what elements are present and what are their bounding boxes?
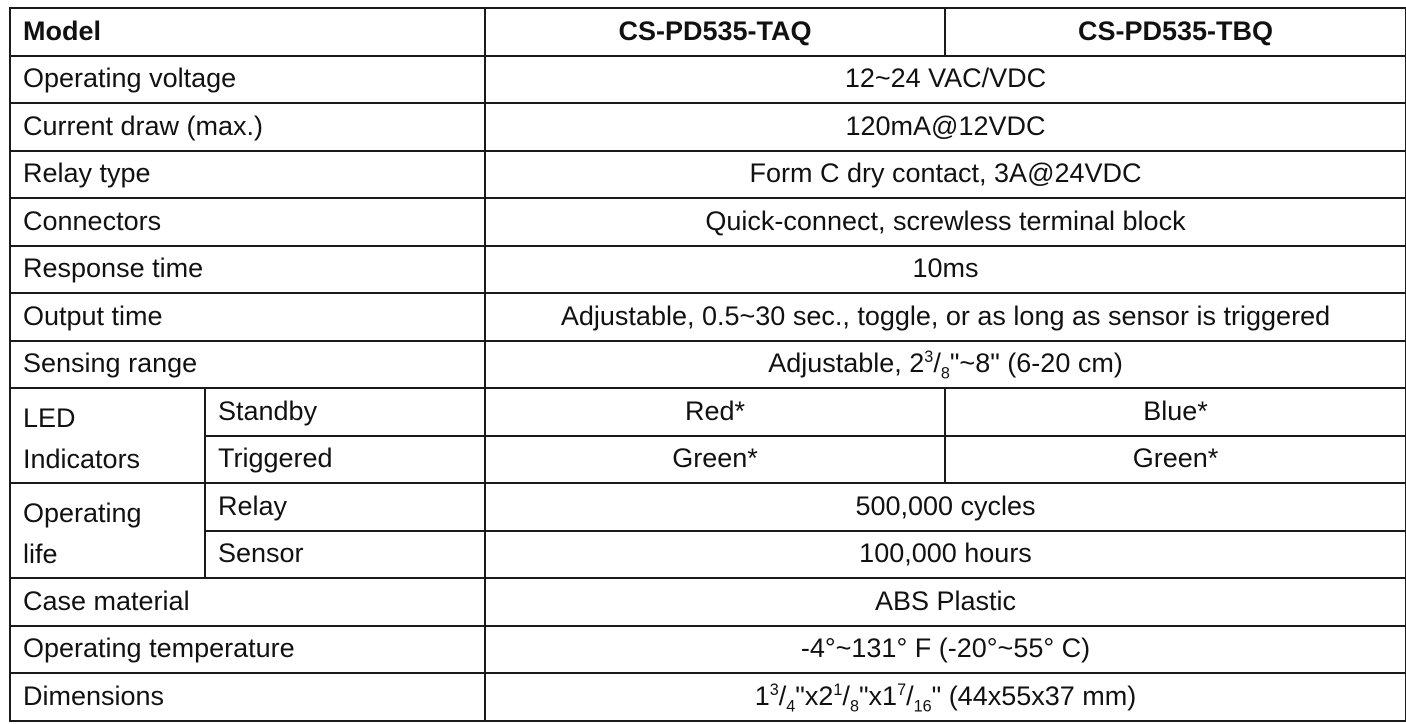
row-label: Current draw (max.) xyxy=(10,103,485,151)
row-value: 12~24 VAC/VDC xyxy=(485,56,1406,104)
row-value: 500,000 cycles xyxy=(485,483,1406,531)
table-row xyxy=(10,531,1406,579)
value-part: " (44x55x37 mm) xyxy=(931,680,1137,711)
table-row xyxy=(10,578,1406,626)
row-label: Connectors xyxy=(10,198,485,246)
row-label: Output time xyxy=(10,293,485,341)
model-b-value: Blue* xyxy=(945,388,1406,436)
specifications-table xyxy=(9,7,1406,722)
row-value xyxy=(485,673,1406,721)
group-label-line: LED xyxy=(23,403,76,433)
row-value: -4°~131° F (-20°~55° C) xyxy=(485,626,1406,674)
row-value: 100,000 hours xyxy=(485,531,1406,579)
model-b-header: CS-PD535-TBQ xyxy=(945,8,1406,56)
sub-row-label: Relay xyxy=(205,483,485,531)
value-part: Adjustable, 2 xyxy=(768,348,925,379)
row-value: 10ms xyxy=(485,246,1406,294)
table-row xyxy=(10,151,1406,199)
row-label: Response time xyxy=(10,246,485,294)
fraction-denominator: 8 xyxy=(849,697,859,716)
value-part: "x1 xyxy=(858,680,898,711)
row-value: 120mA@12VDC xyxy=(485,103,1406,151)
row-value: ABS Plastic xyxy=(485,578,1406,626)
fraction-slash: / xyxy=(778,680,787,711)
fraction-denominator: 8 xyxy=(940,364,950,383)
fraction-slash: / xyxy=(842,680,850,711)
row-value: Adjustable, 0.5~30 sec., toggle, or as long as sensor is triggered xyxy=(485,293,1406,341)
fraction-slash: / xyxy=(906,680,914,711)
fraction-numerator: 7 xyxy=(897,680,907,699)
group-label-line: Operating xyxy=(23,498,142,528)
table-row xyxy=(10,341,1406,389)
row-label: Case material xyxy=(10,578,485,626)
fraction-numerator: 3 xyxy=(769,680,779,699)
fraction-numerator: 1 xyxy=(833,680,843,699)
fraction-denominator: 4 xyxy=(786,697,796,716)
row-label: Operating temperature xyxy=(10,626,485,674)
row-value xyxy=(485,341,1406,389)
value-part: "x2 xyxy=(795,680,834,711)
row-label: Relay type xyxy=(10,151,485,199)
sub-row-label: Standby xyxy=(205,388,485,436)
table-row xyxy=(10,626,1406,674)
group-label-line: Indicators xyxy=(23,443,141,474)
table-row xyxy=(10,483,1406,531)
row-label: Dimensions xyxy=(10,673,485,721)
fraction-denominator: 16 xyxy=(913,697,932,716)
table-row xyxy=(10,436,1406,484)
model-header-label: Model xyxy=(10,8,485,56)
group-label-line: life xyxy=(23,538,58,569)
table-row xyxy=(10,293,1406,341)
model-b-value: Green* xyxy=(945,436,1406,484)
table-row xyxy=(10,673,1406,721)
model-a-value: Red* xyxy=(485,388,945,436)
table-row xyxy=(10,388,1406,436)
table-row xyxy=(10,103,1406,151)
row-label: Operating voltage xyxy=(10,56,485,104)
table-row xyxy=(10,198,1406,246)
value-part: 1 xyxy=(754,680,770,711)
value-part: "~8" (6-20 cm) xyxy=(949,348,1123,379)
model-a-header: CS-PD535-TAQ xyxy=(485,8,945,56)
led-indicators-group-label xyxy=(10,388,205,483)
row-label: Sensing range xyxy=(10,341,485,389)
header-row xyxy=(10,8,1406,56)
sub-row-label: Triggered xyxy=(205,436,485,484)
table-row xyxy=(10,246,1406,294)
row-value: Quick-connect, screwless terminal block xyxy=(485,198,1406,246)
row-value: Form C dry contact, 3A@24VDC xyxy=(485,151,1406,199)
sub-row-label: Sensor xyxy=(205,531,485,579)
table-row xyxy=(10,56,1406,104)
fraction-slash: / xyxy=(933,348,941,379)
model-a-value: Green* xyxy=(485,436,945,484)
fraction-numerator: 3 xyxy=(924,348,934,367)
operating-life-group-label xyxy=(10,483,205,578)
